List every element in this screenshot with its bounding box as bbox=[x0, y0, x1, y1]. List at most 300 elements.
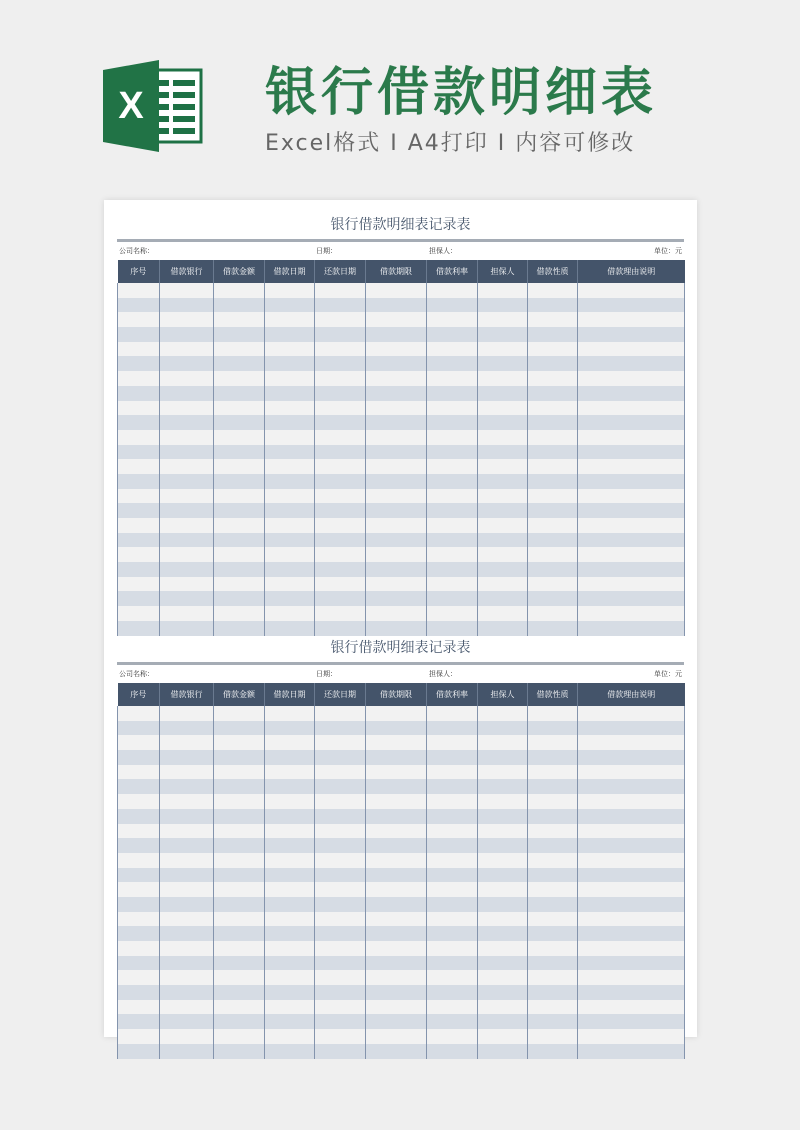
table-cell[interactable] bbox=[578, 415, 685, 430]
table-cell[interactable] bbox=[214, 445, 265, 460]
table-cell[interactable] bbox=[214, 941, 265, 956]
table-cell[interactable] bbox=[366, 985, 427, 1000]
table-cell[interactable] bbox=[118, 547, 160, 562]
table-cell[interactable] bbox=[214, 312, 265, 327]
table-cell[interactable] bbox=[118, 430, 160, 445]
table-cell[interactable] bbox=[265, 1044, 315, 1059]
column-header[interactable]: 借款日期 bbox=[265, 260, 315, 283]
table-cell[interactable] bbox=[118, 474, 160, 489]
table-cell[interactable] bbox=[478, 1029, 528, 1044]
table-cell[interactable] bbox=[427, 577, 478, 592]
table-cell[interactable] bbox=[578, 401, 685, 416]
table-cell[interactable] bbox=[265, 765, 315, 780]
table-cell[interactable] bbox=[118, 912, 160, 927]
table-cell[interactable] bbox=[478, 956, 528, 971]
table-cell[interactable] bbox=[478, 882, 528, 897]
table-cell[interactable] bbox=[427, 312, 478, 327]
table-cell[interactable] bbox=[366, 1000, 427, 1015]
table-cell[interactable] bbox=[366, 838, 427, 853]
table-cell[interactable] bbox=[265, 882, 315, 897]
table-cell[interactable] bbox=[427, 794, 478, 809]
table-cell[interactable] bbox=[160, 591, 214, 606]
table-cell[interactable] bbox=[366, 621, 427, 636]
table-cell[interactable] bbox=[160, 503, 214, 518]
table-cell[interactable] bbox=[118, 956, 160, 971]
table-cell[interactable] bbox=[160, 868, 214, 883]
table-cell[interactable] bbox=[315, 868, 366, 883]
table-cell[interactable] bbox=[528, 926, 578, 941]
table-cell[interactable] bbox=[118, 735, 160, 750]
table-cell[interactable] bbox=[478, 853, 528, 868]
table-cell[interactable] bbox=[366, 298, 427, 313]
table-cell[interactable] bbox=[528, 533, 578, 548]
table-cell[interactable] bbox=[427, 283, 478, 298]
table-cell[interactable] bbox=[578, 371, 685, 386]
table-cell[interactable] bbox=[118, 533, 160, 548]
table-cell[interactable] bbox=[528, 824, 578, 839]
table-cell[interactable] bbox=[578, 621, 685, 636]
table-cell[interactable] bbox=[118, 445, 160, 460]
table-cell[interactable] bbox=[578, 459, 685, 474]
table-cell[interactable] bbox=[366, 735, 427, 750]
table-cell[interactable] bbox=[315, 415, 366, 430]
column-header[interactable]: 序号 bbox=[118, 683, 160, 706]
table-cell[interactable] bbox=[478, 356, 528, 371]
table-cell[interactable] bbox=[214, 912, 265, 927]
table-cell[interactable] bbox=[427, 518, 478, 533]
table-cell[interactable] bbox=[265, 489, 315, 504]
table-cell[interactable] bbox=[160, 283, 214, 298]
table-cell[interactable] bbox=[427, 824, 478, 839]
table-cell[interactable] bbox=[528, 779, 578, 794]
table-cell[interactable] bbox=[578, 312, 685, 327]
table-cell[interactable] bbox=[315, 912, 366, 927]
table-cell[interactable] bbox=[366, 912, 427, 927]
table-cell[interactable] bbox=[478, 606, 528, 621]
table-cell[interactable] bbox=[265, 430, 315, 445]
table-cell[interactable] bbox=[528, 721, 578, 736]
table-cell[interactable] bbox=[265, 298, 315, 313]
table-cell[interactable] bbox=[578, 356, 685, 371]
table-cell[interactable] bbox=[214, 735, 265, 750]
table-cell[interactable] bbox=[427, 970, 478, 985]
table-cell[interactable] bbox=[427, 1014, 478, 1029]
table-cell[interactable] bbox=[427, 298, 478, 313]
table-cell[interactable] bbox=[478, 1014, 528, 1029]
table-cell[interactable] bbox=[118, 706, 160, 721]
table-cell[interactable] bbox=[160, 750, 214, 765]
table-cell[interactable] bbox=[366, 606, 427, 621]
table-cell[interactable] bbox=[265, 503, 315, 518]
table-cell[interactable] bbox=[118, 489, 160, 504]
table-cell[interactable] bbox=[160, 956, 214, 971]
column-header[interactable]: 借款银行 bbox=[160, 260, 214, 283]
table-cell[interactable] bbox=[265, 342, 315, 357]
table-cell[interactable] bbox=[528, 794, 578, 809]
table-cell[interactable] bbox=[265, 941, 315, 956]
table-cell[interactable] bbox=[160, 312, 214, 327]
table-cell[interactable] bbox=[265, 912, 315, 927]
table-cell[interactable] bbox=[160, 985, 214, 1000]
table-cell[interactable] bbox=[366, 577, 427, 592]
table-cell[interactable] bbox=[214, 547, 265, 562]
table-cell[interactable] bbox=[118, 985, 160, 1000]
table-cell[interactable] bbox=[478, 489, 528, 504]
table-cell[interactable] bbox=[214, 518, 265, 533]
table-cell[interactable] bbox=[478, 562, 528, 577]
table-cell[interactable] bbox=[578, 926, 685, 941]
table-cell[interactable] bbox=[214, 503, 265, 518]
table-cell[interactable] bbox=[478, 912, 528, 927]
table-cell[interactable] bbox=[118, 926, 160, 941]
table-cell[interactable] bbox=[427, 606, 478, 621]
table-cell[interactable] bbox=[265, 312, 315, 327]
table-cell[interactable] bbox=[265, 533, 315, 548]
table-cell[interactable] bbox=[427, 445, 478, 460]
table-cell[interactable] bbox=[214, 1029, 265, 1044]
table-cell[interactable] bbox=[427, 750, 478, 765]
table-cell[interactable] bbox=[528, 956, 578, 971]
table-cell[interactable] bbox=[118, 298, 160, 313]
table-cell[interactable] bbox=[265, 1000, 315, 1015]
table-cell[interactable] bbox=[427, 371, 478, 386]
table-cell[interactable] bbox=[366, 430, 427, 445]
table-cell[interactable] bbox=[528, 459, 578, 474]
table-cell[interactable] bbox=[478, 401, 528, 416]
column-header[interactable]: 借款金额 bbox=[214, 683, 265, 706]
table-cell[interactable] bbox=[366, 356, 427, 371]
table-cell[interactable] bbox=[366, 342, 427, 357]
table-cell[interactable] bbox=[427, 853, 478, 868]
column-header[interactable]: 借款利率 bbox=[427, 260, 478, 283]
table-cell[interactable] bbox=[315, 809, 366, 824]
table-cell[interactable] bbox=[118, 621, 160, 636]
table-cell[interactable] bbox=[265, 853, 315, 868]
table-cell[interactable] bbox=[427, 474, 478, 489]
table-cell[interactable] bbox=[214, 926, 265, 941]
table-cell[interactable] bbox=[265, 356, 315, 371]
table-cell[interactable] bbox=[160, 562, 214, 577]
table-cell[interactable] bbox=[265, 779, 315, 794]
column-header[interactable]: 担保人 bbox=[478, 683, 528, 706]
table-cell[interactable] bbox=[578, 474, 685, 489]
table-cell[interactable] bbox=[478, 1000, 528, 1015]
table-cell[interactable] bbox=[366, 283, 427, 298]
table-cell[interactable] bbox=[427, 912, 478, 927]
table-cell[interactable] bbox=[427, 1029, 478, 1044]
table-cell[interactable] bbox=[315, 735, 366, 750]
table-cell[interactable] bbox=[265, 401, 315, 416]
table-cell[interactable] bbox=[118, 312, 160, 327]
table-cell[interactable] bbox=[214, 1044, 265, 1059]
table-cell[interactable] bbox=[118, 283, 160, 298]
table-cell[interactable] bbox=[427, 459, 478, 474]
table-cell[interactable] bbox=[265, 1029, 315, 1044]
table-cell[interactable] bbox=[118, 503, 160, 518]
table-cell[interactable] bbox=[528, 371, 578, 386]
table-cell[interactable] bbox=[427, 956, 478, 971]
table-cell[interactable] bbox=[265, 706, 315, 721]
table-cell[interactable] bbox=[528, 547, 578, 562]
table-cell[interactable] bbox=[427, 356, 478, 371]
table-cell[interactable] bbox=[315, 621, 366, 636]
table-cell[interactable] bbox=[427, 926, 478, 941]
table-cell[interactable] bbox=[160, 489, 214, 504]
table-cell[interactable] bbox=[214, 283, 265, 298]
table-cell[interactable] bbox=[366, 533, 427, 548]
table-cell[interactable] bbox=[160, 430, 214, 445]
table-cell[interactable] bbox=[214, 371, 265, 386]
table-cell[interactable] bbox=[578, 1029, 685, 1044]
table-cell[interactable] bbox=[315, 779, 366, 794]
table-cell[interactable] bbox=[118, 941, 160, 956]
table-cell[interactable] bbox=[366, 868, 427, 883]
table-cell[interactable] bbox=[578, 824, 685, 839]
table-cell[interactable] bbox=[118, 401, 160, 416]
table-cell[interactable] bbox=[366, 765, 427, 780]
table-cell[interactable] bbox=[315, 970, 366, 985]
table-cell[interactable] bbox=[528, 518, 578, 533]
table-cell[interactable] bbox=[366, 970, 427, 985]
table-cell[interactable] bbox=[160, 533, 214, 548]
table-cell[interactable] bbox=[528, 1044, 578, 1059]
table-cell[interactable] bbox=[578, 779, 685, 794]
table-cell[interactable] bbox=[214, 386, 265, 401]
column-header[interactable]: 借款理由说明 bbox=[578, 683, 685, 706]
table-cell[interactable] bbox=[265, 371, 315, 386]
table-cell[interactable] bbox=[265, 591, 315, 606]
table-cell[interactable] bbox=[478, 445, 528, 460]
table-cell[interactable] bbox=[315, 750, 366, 765]
table-cell[interactable] bbox=[214, 459, 265, 474]
table-cell[interactable] bbox=[366, 1044, 427, 1059]
table-cell[interactable] bbox=[578, 430, 685, 445]
table-cell[interactable] bbox=[160, 356, 214, 371]
table-cell[interactable] bbox=[265, 415, 315, 430]
table-cell[interactable] bbox=[427, 838, 478, 853]
table-cell[interactable] bbox=[118, 765, 160, 780]
table-cell[interactable] bbox=[265, 750, 315, 765]
table-cell[interactable] bbox=[478, 621, 528, 636]
table-cell[interactable] bbox=[315, 1029, 366, 1044]
table-cell[interactable] bbox=[160, 779, 214, 794]
table-cell[interactable] bbox=[578, 533, 685, 548]
table-cell[interactable] bbox=[578, 882, 685, 897]
table-cell[interactable] bbox=[315, 533, 366, 548]
table-cell[interactable] bbox=[265, 327, 315, 342]
table-cell[interactable] bbox=[315, 430, 366, 445]
table-cell[interactable] bbox=[315, 386, 366, 401]
table-cell[interactable] bbox=[366, 853, 427, 868]
table-cell[interactable] bbox=[315, 342, 366, 357]
table-cell[interactable] bbox=[478, 386, 528, 401]
table-cell[interactable] bbox=[578, 298, 685, 313]
table-cell[interactable] bbox=[528, 489, 578, 504]
table-cell[interactable] bbox=[528, 283, 578, 298]
table-cell[interactable] bbox=[118, 606, 160, 621]
table-cell[interactable] bbox=[160, 809, 214, 824]
table-cell[interactable] bbox=[118, 1044, 160, 1059]
table-cell[interactable] bbox=[478, 721, 528, 736]
table-cell[interactable] bbox=[578, 489, 685, 504]
table-cell[interactable] bbox=[214, 356, 265, 371]
table-cell[interactable] bbox=[160, 794, 214, 809]
table-cell[interactable] bbox=[366, 474, 427, 489]
table-cell[interactable] bbox=[578, 606, 685, 621]
table-cell[interactable] bbox=[214, 824, 265, 839]
table-cell[interactable] bbox=[528, 1029, 578, 1044]
table-cell[interactable] bbox=[478, 809, 528, 824]
column-header[interactable]: 借款日期 bbox=[265, 683, 315, 706]
table-cell[interactable] bbox=[214, 794, 265, 809]
table-cell[interactable] bbox=[366, 489, 427, 504]
table-cell[interactable] bbox=[528, 868, 578, 883]
table-cell[interactable] bbox=[315, 1014, 366, 1029]
table-cell[interactable] bbox=[578, 956, 685, 971]
table-cell[interactable] bbox=[478, 985, 528, 1000]
table-cell[interactable] bbox=[528, 985, 578, 1000]
table-cell[interactable] bbox=[366, 415, 427, 430]
table-cell[interactable] bbox=[118, 1000, 160, 1015]
table-cell[interactable] bbox=[528, 312, 578, 327]
table-cell[interactable] bbox=[315, 401, 366, 416]
table-cell[interactable] bbox=[528, 591, 578, 606]
table-cell[interactable] bbox=[478, 474, 528, 489]
table-cell[interactable] bbox=[578, 721, 685, 736]
table-cell[interactable] bbox=[214, 779, 265, 794]
column-header[interactable]: 借款金额 bbox=[214, 260, 265, 283]
table-cell[interactable] bbox=[315, 371, 366, 386]
table-cell[interactable] bbox=[315, 1044, 366, 1059]
table-cell[interactable] bbox=[578, 897, 685, 912]
table-cell[interactable] bbox=[478, 926, 528, 941]
column-header[interactable]: 序号 bbox=[118, 260, 160, 283]
table-cell[interactable] bbox=[214, 342, 265, 357]
table-cell[interactable] bbox=[315, 489, 366, 504]
table-cell[interactable] bbox=[478, 970, 528, 985]
table-cell[interactable] bbox=[528, 941, 578, 956]
table-cell[interactable] bbox=[528, 386, 578, 401]
table-cell[interactable] bbox=[118, 386, 160, 401]
table-cell[interactable] bbox=[315, 577, 366, 592]
table-cell[interactable] bbox=[118, 459, 160, 474]
table-cell[interactable] bbox=[160, 941, 214, 956]
table-cell[interactable] bbox=[528, 401, 578, 416]
table-cell[interactable] bbox=[578, 912, 685, 927]
table-cell[interactable] bbox=[578, 577, 685, 592]
table-cell[interactable] bbox=[160, 735, 214, 750]
table-cell[interactable] bbox=[214, 1014, 265, 1029]
table-cell[interactable] bbox=[118, 750, 160, 765]
table-cell[interactable] bbox=[214, 1000, 265, 1015]
table-cell[interactable] bbox=[478, 897, 528, 912]
table-cell[interactable] bbox=[366, 401, 427, 416]
table-cell[interactable] bbox=[528, 474, 578, 489]
table-cell[interactable] bbox=[160, 415, 214, 430]
table-cell[interactable] bbox=[478, 518, 528, 533]
table-cell[interactable] bbox=[118, 838, 160, 853]
table-cell[interactable] bbox=[315, 853, 366, 868]
table-cell[interactable] bbox=[578, 706, 685, 721]
table-cell[interactable] bbox=[160, 897, 214, 912]
table-cell[interactable] bbox=[265, 926, 315, 941]
table-cell[interactable] bbox=[214, 838, 265, 853]
column-header[interactable]: 借款利率 bbox=[427, 683, 478, 706]
table-cell[interactable] bbox=[427, 533, 478, 548]
table-cell[interactable] bbox=[528, 415, 578, 430]
table-cell[interactable] bbox=[265, 721, 315, 736]
table-cell[interactable] bbox=[118, 794, 160, 809]
table-cell[interactable] bbox=[427, 489, 478, 504]
table-cell[interactable] bbox=[214, 474, 265, 489]
table-cell[interactable] bbox=[528, 445, 578, 460]
table-cell[interactable] bbox=[528, 706, 578, 721]
table-cell[interactable] bbox=[265, 562, 315, 577]
table-cell[interactable] bbox=[160, 824, 214, 839]
table-cell[interactable] bbox=[578, 750, 685, 765]
table-cell[interactable] bbox=[214, 562, 265, 577]
table-cell[interactable] bbox=[528, 1014, 578, 1029]
column-header[interactable]: 借款期限 bbox=[366, 260, 427, 283]
table-cell[interactable] bbox=[427, 547, 478, 562]
table-cell[interactable] bbox=[478, 838, 528, 853]
table-cell[interactable] bbox=[366, 882, 427, 897]
table-cell[interactable] bbox=[160, 327, 214, 342]
table-cell[interactable] bbox=[160, 518, 214, 533]
table-cell[interactable] bbox=[214, 706, 265, 721]
table-cell[interactable] bbox=[528, 621, 578, 636]
table-cell[interactable] bbox=[366, 926, 427, 941]
table-cell[interactable] bbox=[578, 591, 685, 606]
table-cell[interactable] bbox=[478, 1044, 528, 1059]
table-cell[interactable] bbox=[578, 283, 685, 298]
table-cell[interactable] bbox=[366, 1014, 427, 1029]
table-cell[interactable] bbox=[528, 577, 578, 592]
table-cell[interactable] bbox=[160, 706, 214, 721]
table-cell[interactable] bbox=[427, 342, 478, 357]
table-cell[interactable] bbox=[528, 750, 578, 765]
table-cell[interactable] bbox=[214, 897, 265, 912]
table-cell[interactable] bbox=[118, 779, 160, 794]
table-cell[interactable] bbox=[214, 533, 265, 548]
table-cell[interactable] bbox=[528, 912, 578, 927]
table-cell[interactable] bbox=[265, 606, 315, 621]
table-cell[interactable] bbox=[478, 503, 528, 518]
table-cell[interactable] bbox=[578, 327, 685, 342]
table-cell[interactable] bbox=[578, 562, 685, 577]
table-cell[interactable] bbox=[578, 853, 685, 868]
table-cell[interactable] bbox=[118, 591, 160, 606]
table-cell[interactable] bbox=[528, 735, 578, 750]
table-cell[interactable] bbox=[528, 838, 578, 853]
column-header[interactable]: 担保人 bbox=[478, 260, 528, 283]
table-cell[interactable] bbox=[578, 342, 685, 357]
table-cell[interactable] bbox=[118, 356, 160, 371]
table-cell[interactable] bbox=[478, 533, 528, 548]
table-cell[interactable] bbox=[427, 868, 478, 883]
table-cell[interactable] bbox=[478, 430, 528, 445]
table-cell[interactable] bbox=[366, 779, 427, 794]
table-cell[interactable] bbox=[214, 985, 265, 1000]
table-cell[interactable] bbox=[160, 1000, 214, 1015]
table-cell[interactable] bbox=[528, 562, 578, 577]
table-cell[interactable] bbox=[118, 415, 160, 430]
table-cell[interactable] bbox=[427, 401, 478, 416]
table-cell[interactable] bbox=[478, 750, 528, 765]
table-cell[interactable] bbox=[478, 577, 528, 592]
table-cell[interactable] bbox=[427, 809, 478, 824]
table-cell[interactable] bbox=[214, 750, 265, 765]
